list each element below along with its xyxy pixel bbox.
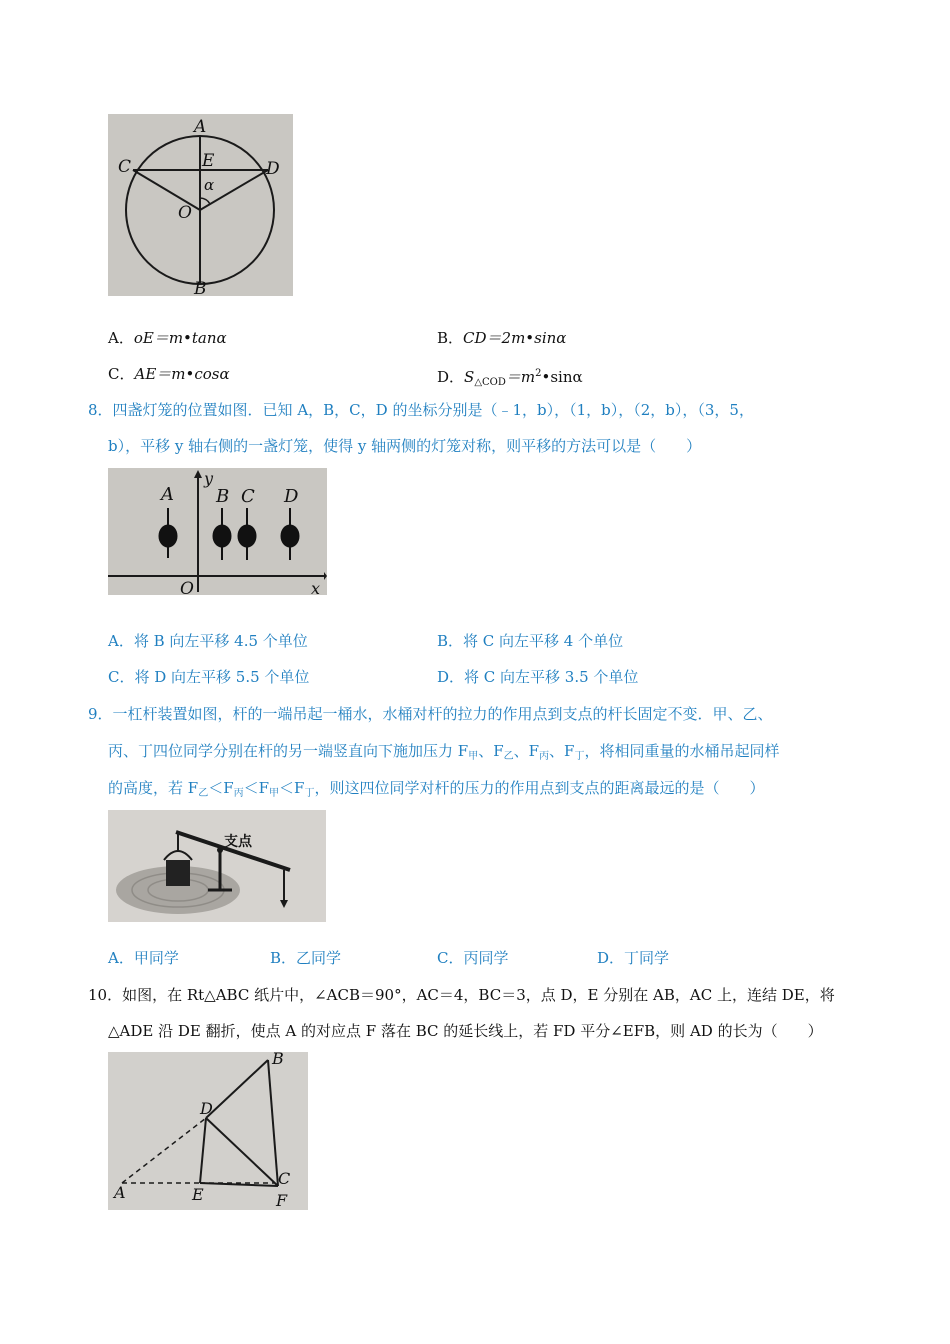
option-text: AE＝m•cosα (134, 365, 230, 383)
label-D: D (266, 159, 280, 179)
label-alpha: α (204, 176, 215, 194)
sub-ding: 丁 (304, 788, 315, 799)
q9-stem-line3 (108, 778, 764, 804)
q9-lt: ＜F (279, 779, 305, 797)
q7-option-d (437, 364, 583, 393)
sub-yi: 乙 (198, 788, 209, 799)
q7-option-a (108, 328, 227, 348)
q9-stem-line2 (108, 741, 779, 767)
q10-stem-line2: △ADE 沿 DE 翻折，使点 A 的对应点 F 落在 BC 的延长线上，若 FD 平分∠EFB，则 AD 的长为（ ） (108, 1022, 823, 1040)
q9-lever-figure (108, 810, 326, 922)
label-O: O (178, 203, 192, 223)
label-E: E (192, 1185, 204, 1204)
label-F: F (276, 1191, 288, 1210)
q9-sep: 、F (513, 742, 540, 760)
label-fulcrum: 支点 (224, 834, 252, 850)
q9-sep: 、F (478, 742, 504, 760)
option-text: CD＝2m•sinα (463, 329, 567, 347)
q7-option-c (108, 364, 230, 384)
q7-option-b (437, 328, 566, 348)
sub-yi: 乙 (503, 751, 514, 762)
label-O: O (180, 579, 194, 595)
q9-sep: 、F (549, 742, 575, 760)
label-B: B (194, 279, 207, 296)
label-A: A (114, 1183, 126, 1202)
q8-stem-line1: 8．四盏灯笼的位置如图．已知 A，B，C，D 的坐标分别是（﹣1，b），（1，b），（2，b），（3，5， (88, 401, 754, 419)
option-letter: A． (108, 329, 134, 347)
q9-option-c: C．丙同学 (437, 949, 509, 967)
option-subscript: △COD (474, 377, 506, 388)
sub-bing: 丙 (539, 751, 550, 762)
q9-option-d: D．丁同学 (597, 949, 670, 967)
q8-option-a: A．将 B 向左平移 4.5 个单位 (108, 632, 308, 650)
sub-bing: 丙 (233, 788, 244, 799)
sub-jia: 甲 (269, 788, 280, 799)
q8-stem-line2: b），平移 y 轴右侧的一盏灯笼，使得 y 轴两侧的灯笼对称，则平移的方法可以是（ ） (108, 437, 702, 455)
label-x: x (311, 579, 321, 595)
label-B: B (272, 1052, 284, 1068)
q8-option-d: D．将 C 向左平移 3.5 个单位 (437, 668, 639, 686)
option-letter: C． (108, 365, 135, 383)
q9-option-b: B．乙同学 (270, 949, 342, 967)
sub-jia: 甲 (468, 751, 479, 762)
label-D: D (284, 486, 299, 507)
option-text-s: S (464, 368, 475, 386)
label-y: y (204, 469, 214, 488)
q8-option-b: B．将 C 向左平移 4 个单位 (437, 632, 624, 650)
label-C: C (278, 1169, 291, 1188)
option-text-post: •sinα (541, 368, 583, 386)
q9-stem-line1: 9．一杠杆装置如图，杆的一端吊起一桶水，水桶对杆的拉力的作用点到支点的杆长固定不变．甲、乙、 (88, 705, 773, 723)
label-C: C (118, 157, 132, 177)
label-C: C (241, 486, 255, 507)
option-text: oE＝m•tanα (133, 329, 227, 347)
q9-line3-pre: 的高度，若 F (108, 779, 199, 797)
label-A: A (161, 484, 174, 505)
q9-lt: ＜F (243, 779, 270, 797)
option-text-mid: ＝m (505, 368, 536, 386)
sub-ding: 丁 (574, 751, 585, 762)
q9-option-a: A．甲同学 (108, 949, 179, 967)
label-E: E (202, 151, 215, 171)
option-superscript: 2 (535, 368, 542, 379)
label-B: B (216, 486, 230, 507)
q9-line2-pre: 丙、丁四位同学分别在杆的另一端竖直向下施加压力 F (108, 742, 469, 760)
q7-circle-figure (108, 114, 293, 296)
q8-option-c: C．将 D 向左平移 5.5 个单位 (108, 668, 310, 686)
q9-lt: ＜F (208, 779, 234, 797)
label-D: D (200, 1099, 213, 1118)
option-letter: B． (437, 329, 464, 347)
q8-lanterns-figure (108, 468, 327, 595)
q10-triangle-figure (108, 1052, 308, 1210)
option-letter: D． (437, 368, 465, 386)
q9-line3-post: ，则这四位同学对杆的压力的作用点到支点的距离最远的是（ ） (314, 779, 765, 797)
label-A: A (194, 117, 207, 137)
q9-line2-post: ，将相同重量的水桶吊起同样 (584, 742, 780, 760)
q10-stem-line1: 10．如图，在 Rt△ABC 纸片中，∠ACB＝90°，AC＝4，BC＝3，点 D，E 分别在 AB，AC 上，连结 DE，将 (88, 986, 835, 1004)
